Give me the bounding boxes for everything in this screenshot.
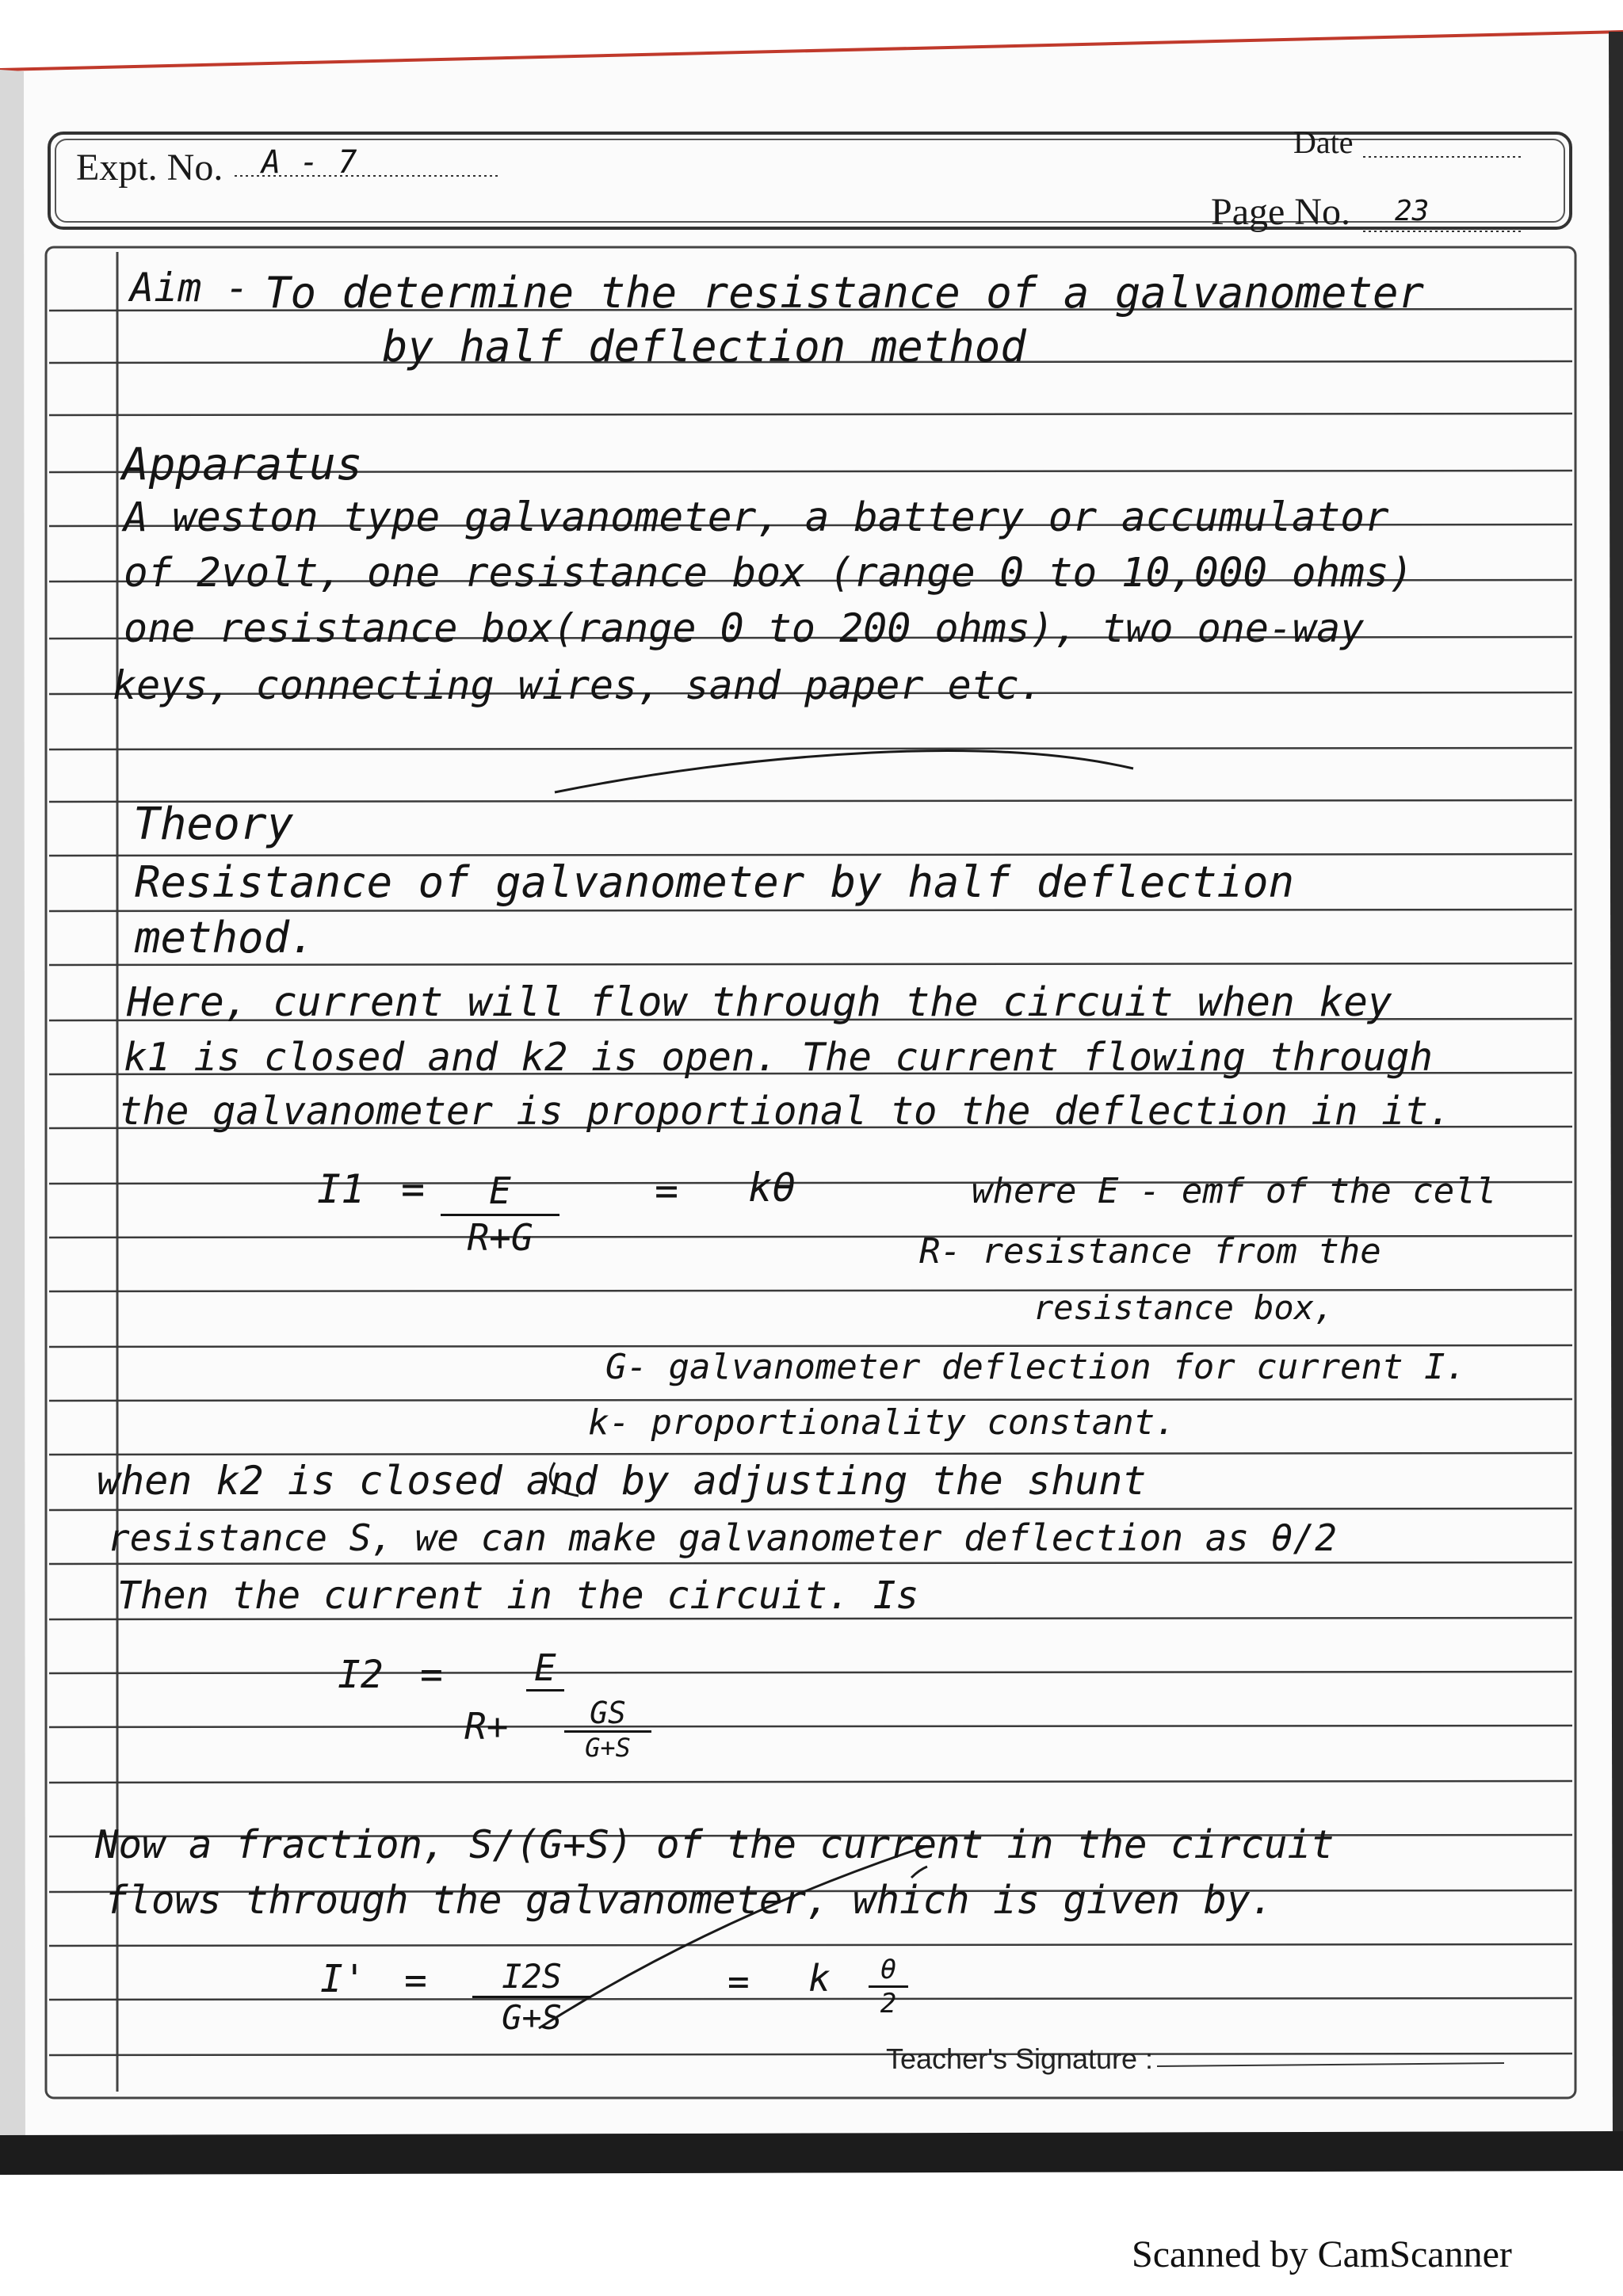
eq2-lhs: I2 xyxy=(338,1653,384,1697)
aim-line-2: by half deflection method xyxy=(382,322,1026,372)
eq2-numerator: E xyxy=(526,1646,564,1691)
eq3-rhs-fraction xyxy=(869,1954,908,2019)
eq1-lhs: I1 xyxy=(317,1166,365,1212)
eq1-equals-2: = xyxy=(655,1168,679,1214)
expt-label: Expt. No. xyxy=(76,147,223,189)
theory-subtitle-2: method. xyxy=(135,913,315,963)
binding-shadow xyxy=(0,70,25,2159)
where-line-1: where E - emf of the cell xyxy=(972,1171,1497,1211)
eq3-denominator: G+S xyxy=(502,1998,562,2037)
theory-line-6: Then the current in the circuit. Is xyxy=(117,1573,919,1618)
theory-line-3: the galvanometer is proportional to the deflection in it. xyxy=(119,1089,1452,1134)
eq1-rhs: kθ xyxy=(748,1165,796,1211)
eq2-inner-numerator: GS xyxy=(564,1695,651,1733)
aim-label: Aim - xyxy=(130,265,250,311)
eq1-denominator: R+G xyxy=(467,1216,533,1259)
apparatus-line-1: A weston type galvanometer, a battery or accumulator xyxy=(124,494,1389,541)
apparatus-heading: Apparatus xyxy=(122,439,363,490)
expt-value: A - 7 xyxy=(262,144,357,181)
page-label: Page No. xyxy=(1211,191,1350,233)
theory-line-8: flows through the galvanometer, which is given by. xyxy=(105,1878,1274,1923)
apparatus-line-2: of 2volt, one resistance box (range 0 to 10,000 ohms) xyxy=(124,550,1414,597)
eq1-equals: = xyxy=(401,1166,426,1212)
page-bottom-edge xyxy=(0,2131,1623,2175)
where-line-3: resistance box, xyxy=(1033,1288,1335,1327)
eq2-inner-denominator: G+S xyxy=(585,1733,631,1763)
theory-heading: Theory xyxy=(133,799,294,850)
aim-line-1: To determine the resistance of a galvanometer xyxy=(265,268,1424,318)
theory-subtitle-1: Resistance of galvanometer by half deflection xyxy=(135,857,1294,907)
where-line-4: G- galvanometer deflection for current I. xyxy=(605,1347,1467,1387)
apparatus-line-4: keys, connecting wires, sand paper etc. xyxy=(113,662,1043,708)
eq2-inner-fraction xyxy=(564,1695,651,1763)
theory-line-7: Now a fraction, S/(G+S) of the current in the circuit xyxy=(95,1822,1335,1867)
page-value: 23 xyxy=(1395,195,1430,227)
eq3-lhs: I' xyxy=(320,1957,366,2001)
theory-line-4: when k2 is closed and by adjusting the shunt xyxy=(97,1458,1147,1504)
eq3-fraction xyxy=(472,1957,591,2037)
theory-line-1: Here, current will flow through the circuit when key xyxy=(127,979,1392,1026)
eq1-fraction xyxy=(441,1169,559,1259)
eq3-equals: = xyxy=(404,1958,427,2003)
eq3-equals-2: = xyxy=(727,1960,750,2003)
camscanner-watermark: Scanned by CamScanner xyxy=(1132,2233,1512,2275)
teacher-signature-label: Teacher's Signature : xyxy=(886,2042,1154,2075)
eq3-rhs-k: k xyxy=(808,1957,831,2000)
apparatus-line-3: one resistance box(range 0 to 200 ohms), two one-way xyxy=(124,605,1365,651)
theory-line-2: k1 is closed and k2 is open. The current flowing through xyxy=(124,1035,1434,1080)
eq2-denominator-prefix: R+ xyxy=(464,1705,509,1748)
where-line-2: R- resistance from the xyxy=(919,1231,1381,1272)
eq2-equals: = xyxy=(420,1653,443,1697)
date-label: Date xyxy=(1293,124,1354,160)
eq3-rhs-denominator: 2 xyxy=(880,1988,897,2019)
eq1-numerator: E xyxy=(441,1169,559,1216)
eq3-rhs-numerator: θ xyxy=(869,1954,908,1988)
where-line-5: k- proportionality constant. xyxy=(588,1402,1176,1443)
theory-line-5: resistance S, we can make galvanometer deflection as θ/2 xyxy=(108,1516,1337,1559)
eq3-numerator: I2S xyxy=(472,1957,591,1998)
